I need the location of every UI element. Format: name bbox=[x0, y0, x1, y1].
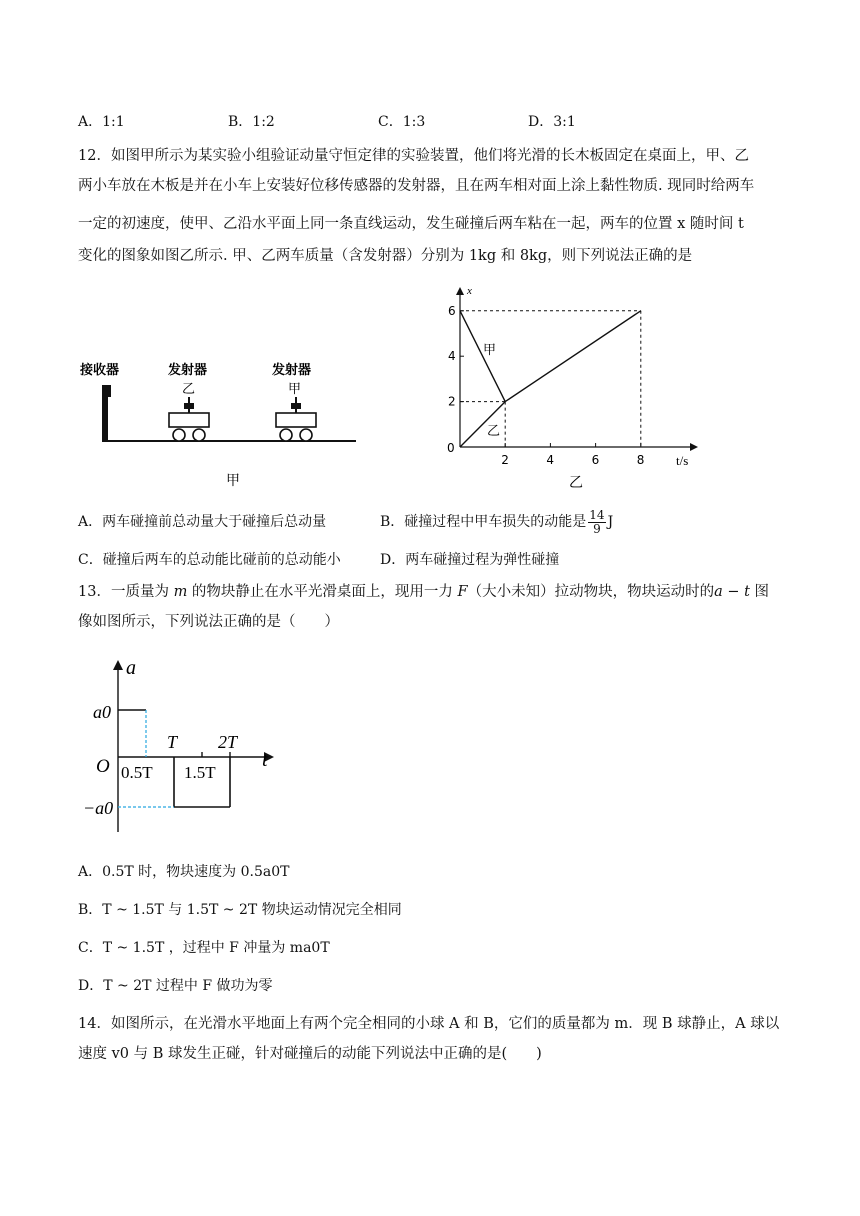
xt-x-tick-label: 2 bbox=[501, 453, 509, 467]
q12-option-b-fraction bbox=[588, 509, 605, 536]
xt-y-tick-label: 4 bbox=[448, 349, 456, 364]
q13-option-d: D．T ~ 2T 过程中 F 做功为零 bbox=[78, 978, 273, 994]
q12-option-b-unit: J bbox=[607, 514, 614, 530]
q14-line-2: 速度 v0 与 B 球发生正碰，针对碰撞后的动能下列说法中正确的是( ) bbox=[78, 1046, 542, 1062]
q12-line-2: 两小车放在木板是并在小车上安装好位移传感器的发射器，且在两车相对面上涂上黏性物质. 现同时给两车 bbox=[78, 178, 755, 194]
q12-apparatus-figure bbox=[76, 355, 366, 495]
q13-text-b: 的物块静止在水平光滑桌面上，现用一力 bbox=[187, 584, 458, 600]
q12-option-d: D．两车碰撞过程为弹性碰撞 bbox=[380, 552, 560, 568]
at-a0-label: a0 bbox=[93, 702, 111, 722]
q13-var-f: F bbox=[457, 584, 468, 600]
xt-line-combined bbox=[505, 311, 641, 402]
cart-jia bbox=[271, 362, 316, 441]
at-tick-t-label: T bbox=[167, 732, 178, 752]
q13-line-2: 像如图所示，下列说法正确的是（ ） bbox=[78, 614, 339, 630]
emitter-jia-label: 发射器 bbox=[272, 363, 312, 378]
receiver-label: 接收器 bbox=[80, 363, 120, 378]
at-origin-label: O bbox=[96, 756, 110, 777]
xt-y-tick-label: 6 bbox=[448, 303, 456, 318]
xt-x-tick-label: 8 bbox=[636, 453, 645, 467]
q12-option-a: A．两车碰撞前总动量大于碰撞后总动量 bbox=[78, 514, 327, 530]
xt-y-arrow bbox=[456, 287, 464, 295]
at-tick-15t-label: 1.5T bbox=[184, 763, 216, 782]
xt-x-tick-label: 6 bbox=[591, 453, 600, 467]
prev-option-a: A．1:1 bbox=[78, 114, 125, 130]
q12-option-b-text: B．碰撞过程中甲车损失的动能是 bbox=[380, 514, 587, 530]
q12-line-1: 12．如图甲所示为某实验小组验证动量守恒定律的实验装置，他们将光滑的长木板固定在桌面上，甲、乙 bbox=[78, 148, 749, 164]
q13-var-m: m bbox=[173, 584, 188, 600]
at-tick-2t-label: 2T bbox=[218, 732, 238, 752]
fraction-numerator: 14 bbox=[589, 507, 605, 522]
xt-origin: 0 bbox=[447, 441, 455, 455]
cart-yi bbox=[167, 362, 209, 441]
fig-yi-caption: 乙 bbox=[569, 475, 583, 491]
xt-series-label-jia: 甲 bbox=[483, 343, 497, 358]
xt-series-label-yi: 乙 bbox=[487, 424, 501, 439]
q12-xt-graph bbox=[440, 282, 710, 492]
q13-text-c: （大小未知）拉动物块，物块运动时的 bbox=[467, 584, 715, 600]
q14-line-1: 14．如图所示，在光滑水平地面上有两个完全相同的小球 A 和 B，它们的质量都为 m．现 B 球静止，A 球以 bbox=[78, 1016, 780, 1032]
xt-x-arrow bbox=[690, 443, 698, 451]
q12-line-4: 变化的图象如图乙所示. 甲、乙两车质量（含发射器）分别为 1kg 和 8kg，则下列说法正确的是 bbox=[78, 248, 693, 264]
q13-option-b: B．T ~ 1.5T 与 1.5T ~ 2T 物块运动情况完全相同 bbox=[78, 902, 402, 918]
xt-x-axis-label: t/s bbox=[676, 453, 689, 468]
xt-y-axis-label: x bbox=[467, 285, 472, 297]
at-tick-05t-label: 0.5T bbox=[121, 763, 153, 782]
prev-option-b: B．1:2 bbox=[228, 114, 275, 130]
q13-at-graph bbox=[76, 652, 296, 842]
q13-text-a: 13．一质量为 bbox=[78, 584, 174, 600]
q13-line-1 bbox=[78, 582, 769, 602]
fig-jia-caption: 甲 bbox=[226, 473, 240, 489]
at-y-axis-label: a bbox=[126, 657, 136, 679]
at-neg-a0-label: −a0 bbox=[83, 798, 114, 818]
q13-option-a: A．0.5T 时，物块速度为 0.5a0T bbox=[78, 864, 290, 880]
xt-x-tick-label: 4 bbox=[546, 453, 555, 467]
xt-y-tick-label: 2 bbox=[448, 394, 456, 409]
q13-text-d: 图 bbox=[749, 584, 770, 600]
q13-option-c: C．T ~ 1.5T ，过程中 F 冲量为 ma0T bbox=[78, 940, 330, 956]
q12-line-3: 一定的初速度，使甲、乙沿水平面上同一条直线运动，发生碰撞后两车粘在一起，两车的位置 x 随时间 t bbox=[78, 216, 744, 232]
emitter-yi-label: 发射器 bbox=[168, 363, 208, 378]
at-y-arrow bbox=[113, 660, 123, 670]
prev-option-c: C．1:3 bbox=[378, 114, 426, 130]
q12-option-c: C．碰撞后两车的总动能比碰前的总动能小 bbox=[78, 552, 341, 568]
cart-jia-label: 甲 bbox=[288, 382, 302, 397]
at-x-axis-label: t bbox=[262, 749, 268, 771]
cart-yi-label: 乙 bbox=[182, 382, 196, 397]
q13-var-at: a − t bbox=[714, 584, 750, 600]
prev-option-d: D．3:1 bbox=[528, 114, 576, 130]
receiver-head bbox=[102, 385, 111, 397]
q12-option-b bbox=[380, 506, 613, 538]
fraction-denominator: 9 bbox=[593, 521, 601, 536]
